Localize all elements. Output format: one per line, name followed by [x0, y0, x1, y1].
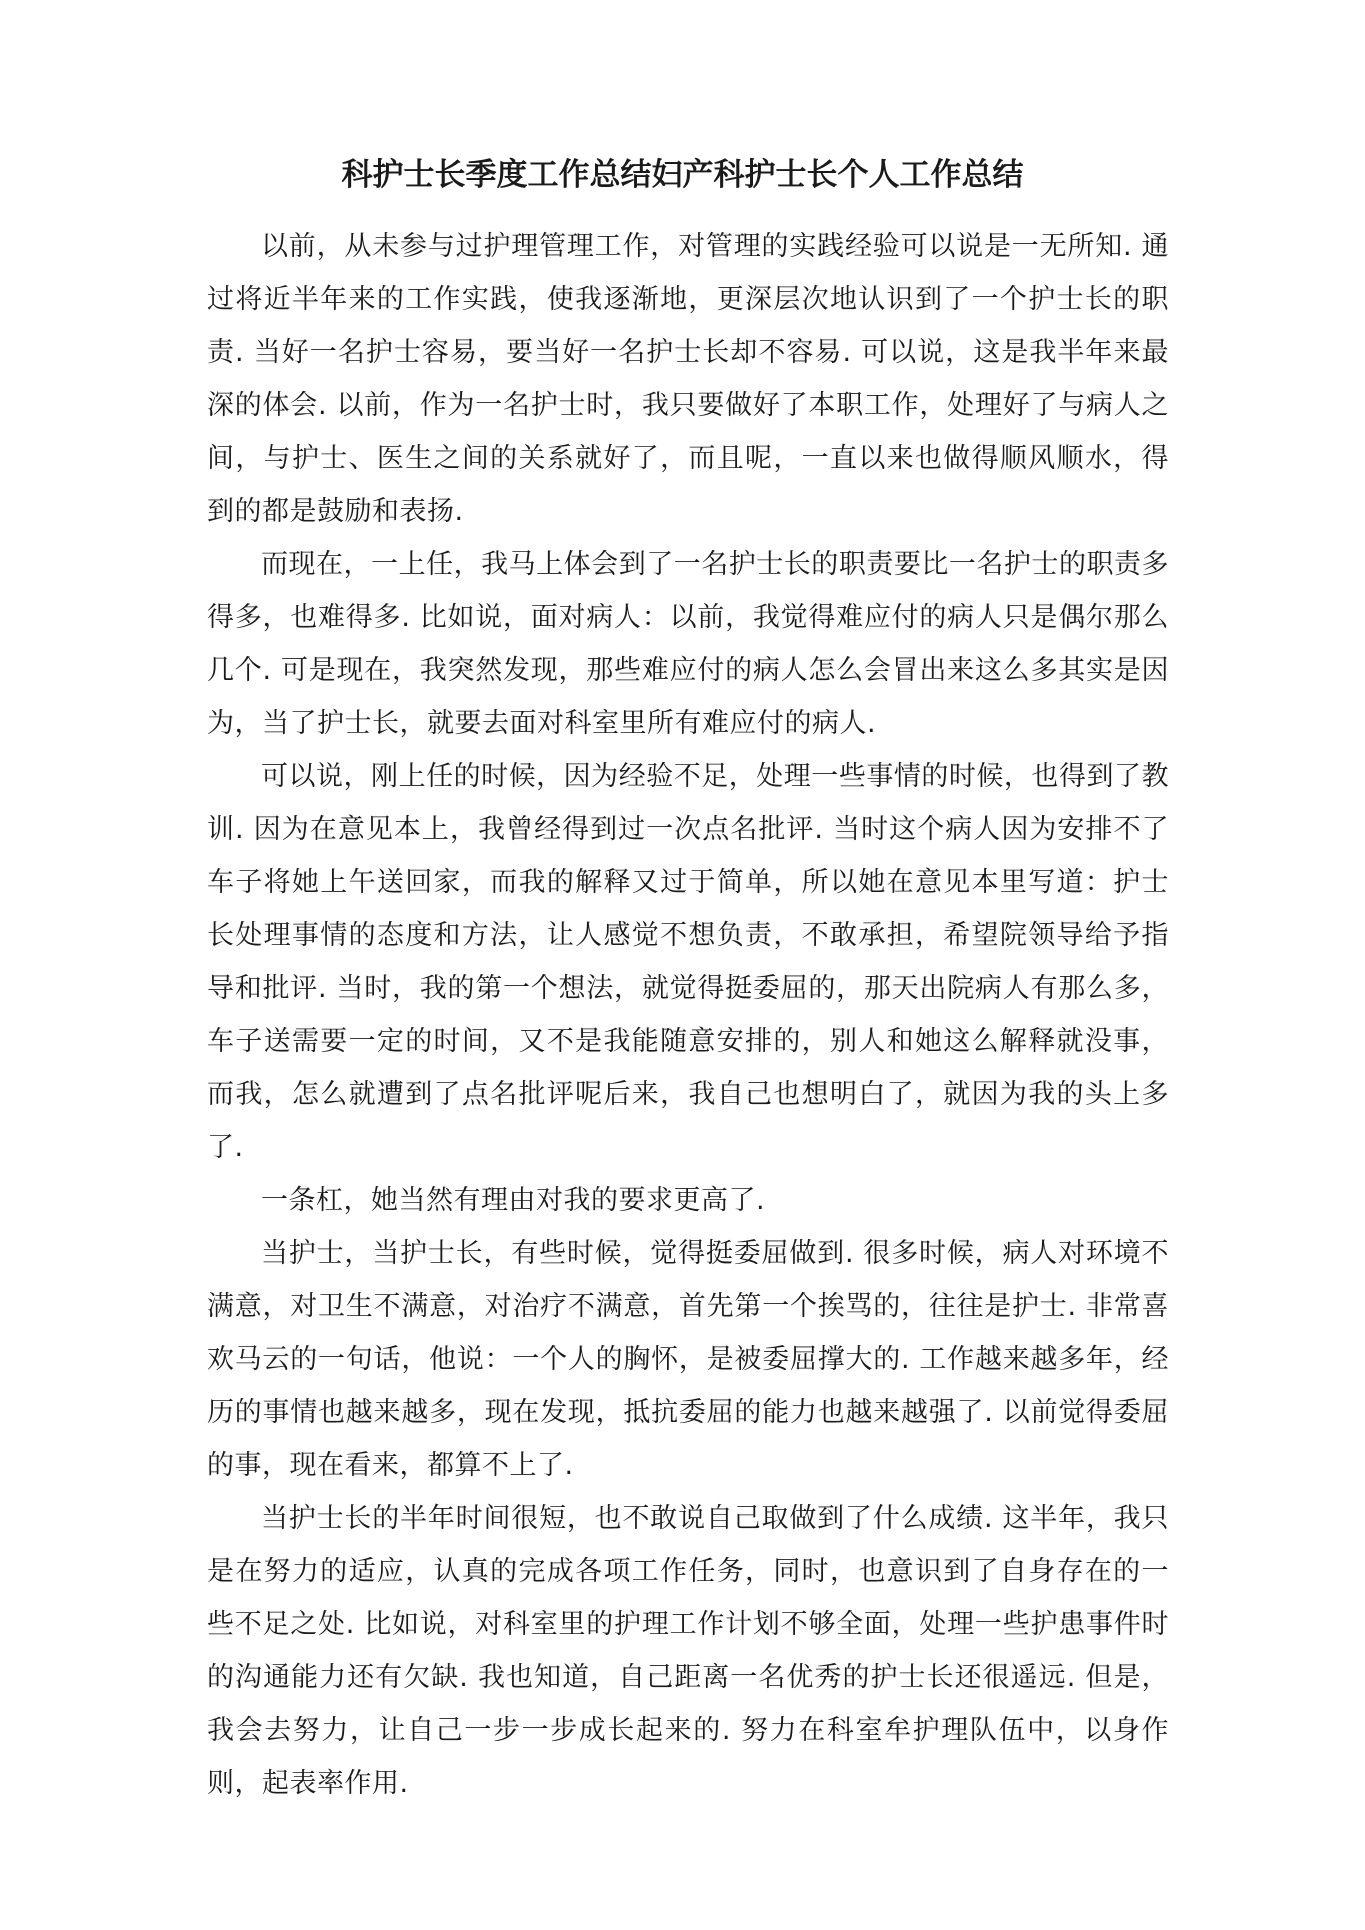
paragraph: 以前，从未参与过护理管理工作，对管理的实践经验可以说是一无所知. 通过将近半年来的工作实践，使我逐渐地，更深层次地认识到了一个护士长的职责. 当好一名护士容易，要当好一名护士长却不容易. 可以说，这是我半年来最深的体会. 以前，作为一名护士时，我只要做好了本职工作，处理好了与病人之间，与护士、医生之间的关系就好了，而且呢，一直以来也做得顺风顺水，得到的都是鼓励和表扬. [207, 231, 1169, 527]
paragraph: 当护士，当护士长，有些时候，觉得挺委屈做到. 很多时候，病人对环境不满意，对卫生不满意，对治疗不满意，首先第一个挨骂的，往往是护士. 非常喜欢马云的一句话，他说：一个人的胸怀，是被委屈撑大的. 工作越来越多年，经历的事情也越来越多，现在发现，抵抗委屈的能力也越来越强了. 以前觉得委屈的事，现在看来，都算不上了. [207, 1238, 1169, 1481]
paragraph: 当护士长的半年时间很短，也不敢说自己取做到了什么成绩. 这半年，我只是在努力的适应，认真的完成各项工作任务，同时，也意识到了自身存在的一些不足之处. 比如说，对科室里的护理工作计划不够全面，处理一些护患事件时的沟通能力还有欠缺. 我也知道，自己距离一名优秀的护士长还很遥远. 但是，我会去努力，让自己一步一步成长起来的. 努力在科室牟护理队伍中，以身作则，起表率作用. [207, 1503, 1169, 1799]
paragraph: 一条杠，她当然有理由对我的要求更高了. [261, 1185, 766, 1216]
document-title: 科护士长季度工作总结妇产科护士长个人工作总结 [341, 157, 1024, 193]
paragraph: 而现在，一上任，我马上体会到了一名护士长的职责要比一名护士的职责多得多，也难得多. 比如说，面对病人：以前，我觉得难应付的病人只是偶尔那么几个. 可是现在，我突然发现，那些难应付的病人怎么会冒出来这么多其实是因为，当了护士长，就要去面对科室里所有难应付的病人. [207, 549, 1169, 739]
document-body [207, 220, 1169, 1810]
paragraph: 可以说，刚上任的时候，因为经验不足，处理一些事情的时候，也得到了教训. 因为在意见本上，我曾经得到过一次点名批评. 当时这个病人因为安排不了车子将她上午送回家，而我的解释又过于简单，所以她在意见本里写道：护士长处理事情的态度和方法，让人感觉不想负责，不敢承担，希望院领导给予指导和批评. 当时，我的第一个想法，就觉得挺委屈的，那天出院病人有那么多，车子送需要一定的时间，又不是我能随意安排的，别人和她这么解释就没事，而我，怎么就遭到了点名批评呢后来，我自己也想明白了，就因为我的头上多了. [207, 761, 1169, 1163]
